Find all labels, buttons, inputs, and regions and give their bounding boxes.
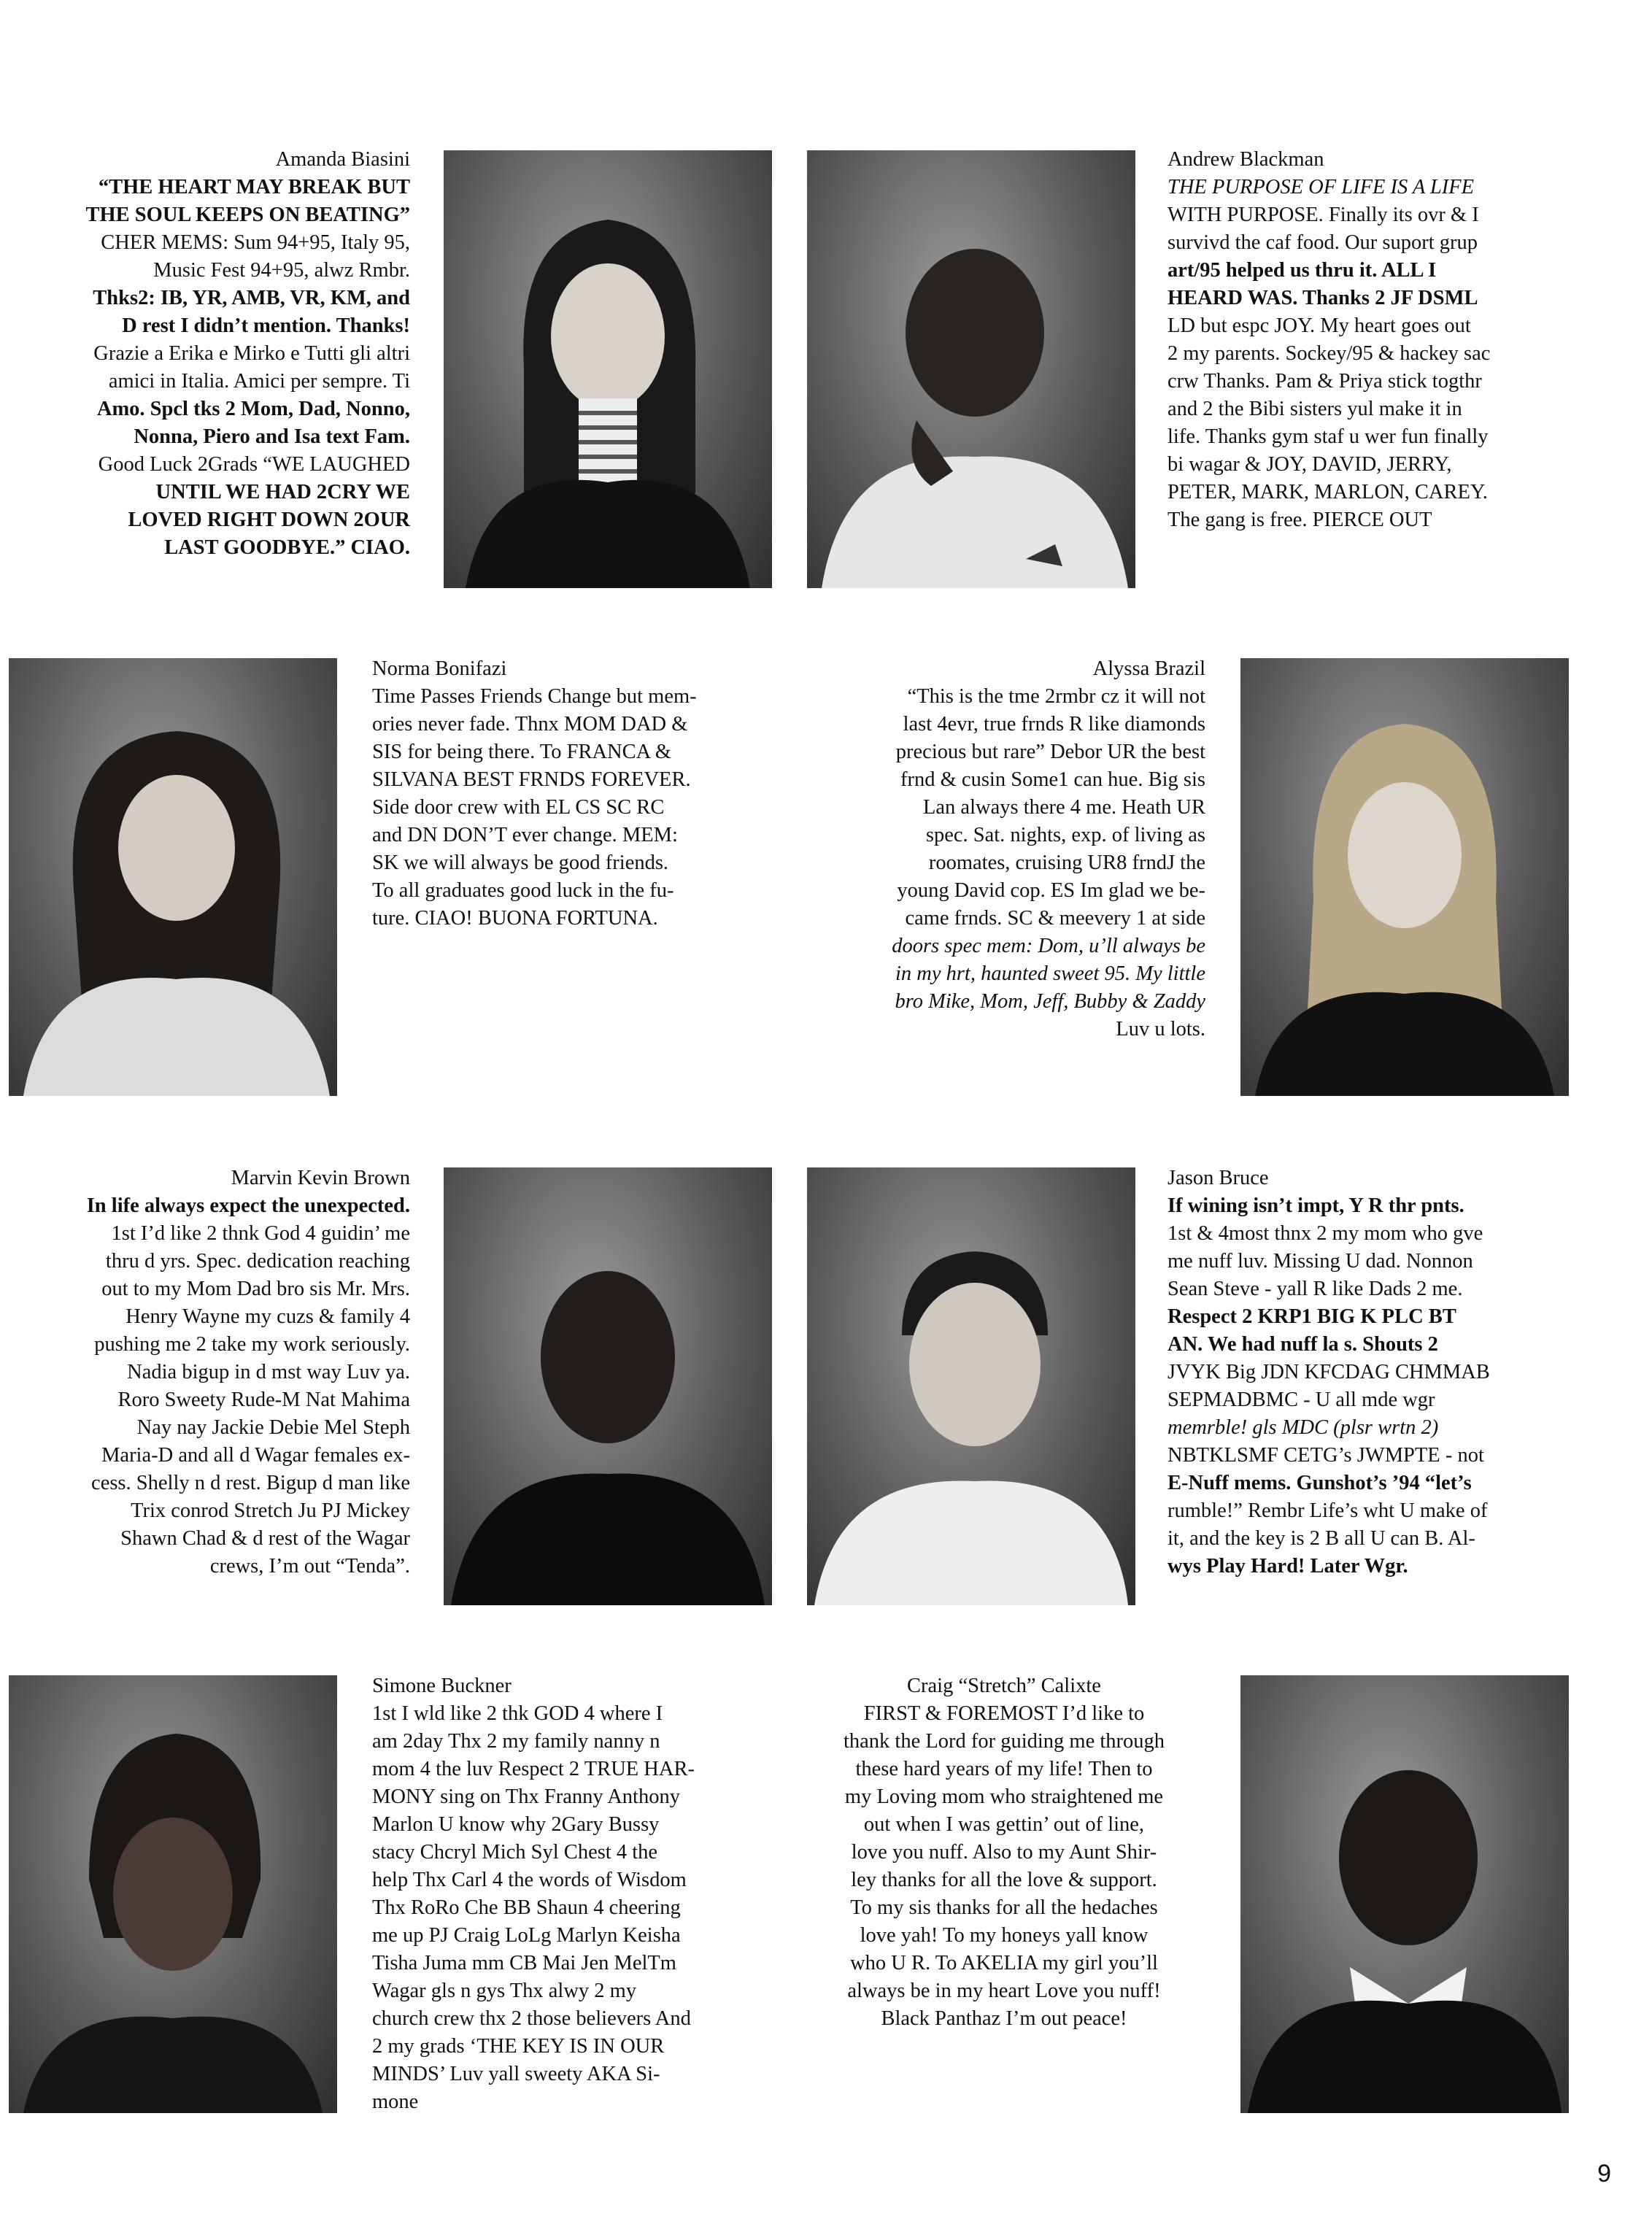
entry-jason-bruce: Jason Bruce If wining isn’t impt, Y R thr pnts. 1st & 4most thnx 2 my mom who gve me nuff luv. Missing U dad. Nonnon Sean Steve - yall R like Dads 2 me. Respect 2 KRP1 BIG K PLC BT AN. We had nuff la s. Shouts 2 JVYK Big JDN KFCDAG CHMMAB SEPMADBMC - U all mde wgr memrble! gls MDC (plsr wrtn 2) NBTKLSMF CETG’s JWMPTE - not E-Nuff mems. Gunshot’s ’94 “let’s rumble!” Rembr Life’s wht U make of it, and the key is 2 B all U can B. Al- wys Play Hard! Later Wgr. bbox=[1167, 1165, 1627, 1580]
student-name: Jason Bruce bbox=[1167, 1167, 1269, 1189]
entry-marvin-kevin-brown: Marvin Kevin Brown In life always expect the unexpected. 1st I’d like 2 thnk God 4 guidin’ me thru d yrs. Spec. dedication reaching out to my Mom Dad bro sis Mr. Mrs. Henry Wayne my cuzs & family 4 pushing me 2 take my work seriously. Nadia bigup in d mst way Luv ya. Roro Sweety Rude-M Nat Mahima Nay nay Jackie Debie Mel Steph Maria-D and all d Wagar females ex- cess. Shelly n d rest. Bigup d man like Trix conrod Stretch Ju PJ Mickey Shawn Chad & d rest of the Wagar crews, I’m out “Tenda”. bbox=[7, 1165, 410, 1580]
student-name: Simone Buckner bbox=[372, 1675, 512, 1697]
student-name: Norma Bonifazi bbox=[372, 657, 507, 680]
student-name: Andrew Blackman bbox=[1167, 148, 1324, 171]
portrait-photo-simone-buckner bbox=[9, 1675, 337, 2113]
page-number: 9 bbox=[1597, 2160, 1611, 2188]
student-name: Marvin Kevin Brown bbox=[231, 1167, 410, 1189]
portrait-photo-amanda-biasini bbox=[444, 150, 772, 588]
entry-norma-bonifazi: Norma Bonifazi Time Passes Friends Change but mem- ories never fade. Thnx MOM DAD & SIS for being there. To FRANCA & SILVANA BEST FRNDS FOREVER. Side door crew with EL CS SC RC and DN DON’T ever change. MEM: SK we will always be good friends. To all graduates good luck in the fu- ture. CIAO! BUONA FORTUNA. bbox=[372, 655, 781, 933]
portrait-photo-norma-bonifazi bbox=[9, 658, 337, 1096]
portrait-photo-alyssa-brazil bbox=[1240, 658, 1569, 1096]
portrait-photo-marvin-kevin-brown bbox=[444, 1167, 772, 1605]
entry-alyssa-brazil: Alyssa Brazil “This is the tme 2rmbr cz it will not last 4evr, true frnds R like diamonds precious but rare” Debor UR the best frnd & cusin Some1 can hue. Big sis Lan always there 4 me. Heath UR spec. Sat. nights, exp. of living as roomates, cruising UR8 frndJ the young David cop. ES Im glad we be- came frnds. SC & meevery 1 at side doors spec mem: Dom, u’ll always be in my hrt, haunted sweet 95. My little bro Mike, Mom, Jeff, Bubby & Zaddy Luv u lots. bbox=[803, 655, 1205, 1043]
entry-simone-buckner: Simone Buckner 1st I wld like 2 thk GOD 4 where I am 2day Thx 2 my family nanny n mom 4 the luv Respect 2 TRUE HAR- MONY sing on Thx Franny Anthony Marlon U know why 2Gary Bussy stacy Chcryl Mich Syl Chest 4 the help Thx Carl 4 the words of Wisdom Thx RoRo Che BB Shaun 4 cheering me up PJ Craig LoLg Marlyn Keisha Tisha Juma mm CB Mai Jen MelTm Wagar gls n gys Thx alwy 2 my church crew thx 2 those believers And 2 my grads ‘THE KEY IS IN OUR MINDS’ Luv yall sweety AKA Si- mone bbox=[372, 1672, 781, 2116]
entry-craig-calixte: Craig “Stretch” Calixte FIRST & FOREMOST I’d like to thank the Lord for guiding me through these hard years of my life! Then to my Loving mom who straightened me out when I was gettin’ out of line, love you nuff. Also to my Aunt Shir- ley thanks for all the love & support. To my sis thanks for all the hedaches love yah! To my honeys yall know who U R. To AKELIA my girl you’ll always be in my heart Love you nuff! Black Panthaz I’m out peace! bbox=[803, 1672, 1205, 2033]
entry-amanda-biasini: Amanda Biasini “THE HEART MAY BREAK BUT THE SOUL KEEPS ON BEATING” CHER MEMS: Sum 94+95, Italy 95, Music Fest 94+95, alwz Rmbr. Thks2: IB, YR, AMB, VR, KM, and D rest I didn’t mention. Thanks! Grazie a Erika e Mirko e Tutti gli altri amici in Italia. Amici per sempre. Ti Amo. Spcl tks 2 Mom, Dad, Nonno, Nonna, Piero and Isa text Fam. Good Luck 2Grads “WE LAUGHED UNTIL WE HAD 2CRY WE LOVED RIGHT DOWN 2OUR LAST GOODBYE.” CIAO. bbox=[7, 146, 410, 562]
portrait-photo-jason-bruce bbox=[807, 1167, 1135, 1605]
student-name: Alyssa Brazil bbox=[1092, 657, 1205, 680]
student-name: Craig “Stretch” Calixte bbox=[907, 1675, 1101, 1697]
entry-andrew-blackman: Andrew Blackman THE PURPOSE OF LIFE IS A LIFE WITH PURPOSE. Finally its ovr & I survivd the caf food. Our suport grup art/95 helped us thru it. ALL I HEARD WAS. Thanks 2 JF DSML LD but espc JOY. My heart goes out 2 my parents. Sockey/95 & hackey sac crw Thanks. Pam & Priya stick togthr and 2 the Bibi sisters yul make it in life. Thanks gym staf u wer fun finally bi wagar & JOY, DAVID, JERRY, PETER, MARK, MARLON, CAREY. The gang is free. PIERCE OUT bbox=[1167, 146, 1627, 534]
portrait-photo-craig-calixte bbox=[1240, 1675, 1569, 2113]
portrait-photo-andrew-blackman bbox=[807, 150, 1135, 588]
student-name: Amanda Biasini bbox=[275, 148, 410, 171]
